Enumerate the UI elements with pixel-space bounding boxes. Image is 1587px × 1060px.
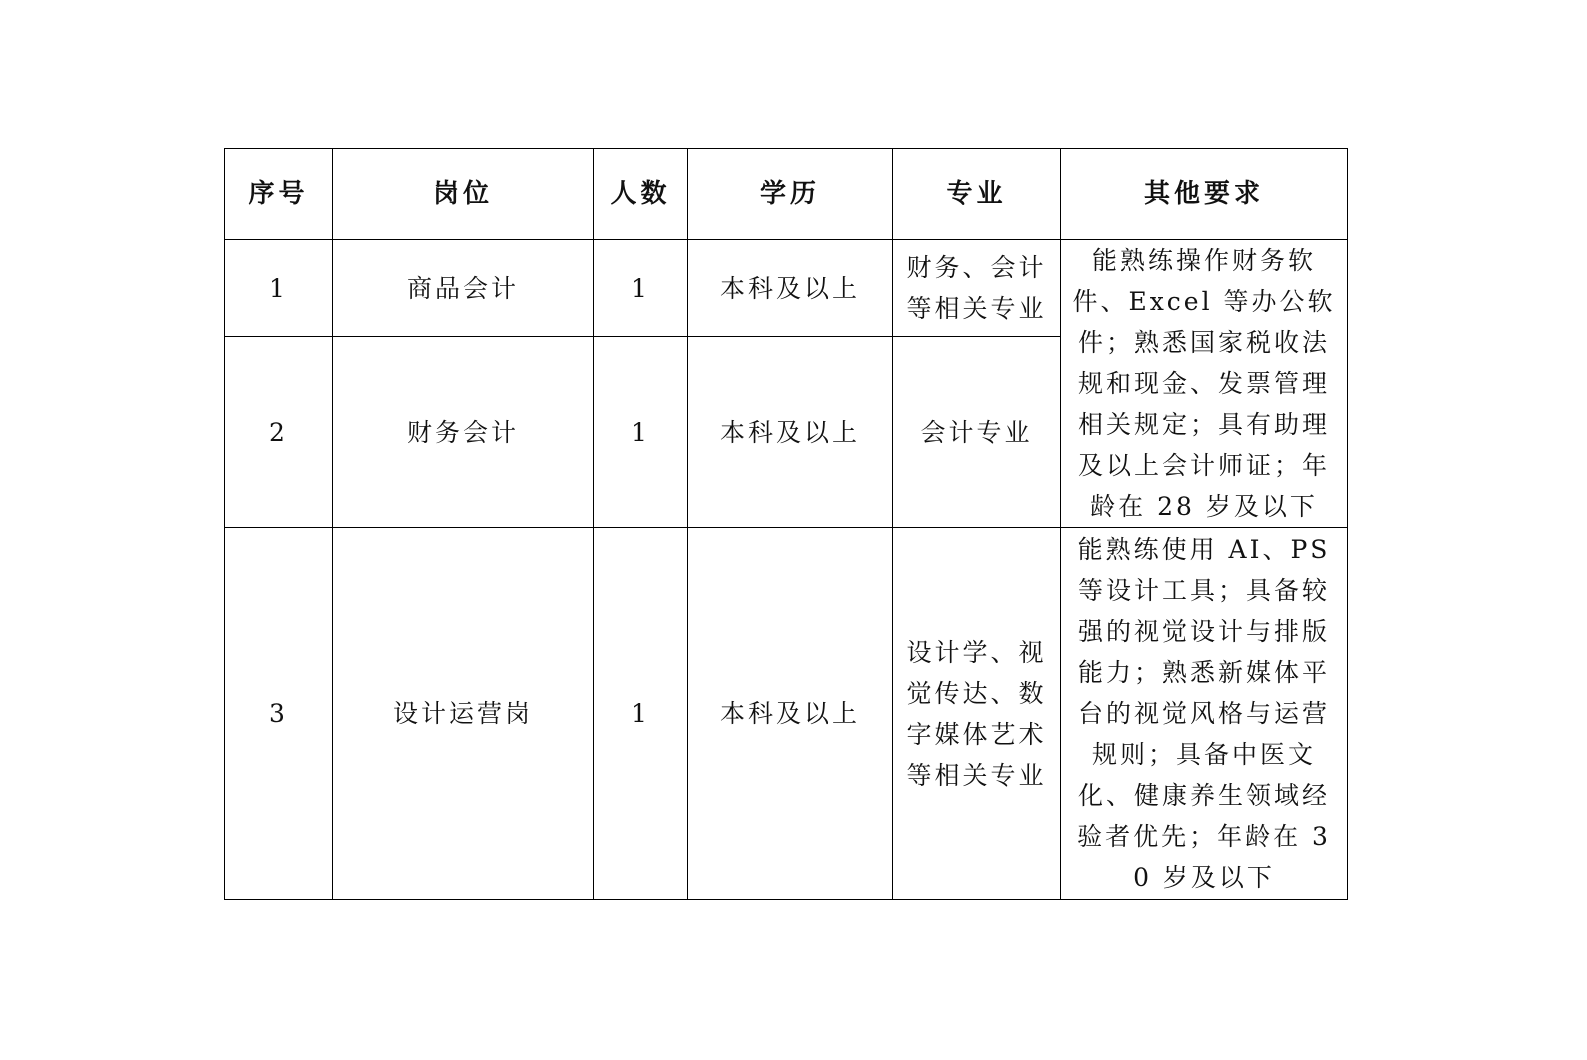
cell-major: 财务、会计等相关专业 [893, 240, 1061, 337]
cell-count: 1 [594, 337, 688, 528]
header-count: 人数 [594, 149, 688, 240]
table-row [225, 240, 1348, 337]
cell-no: 1 [225, 240, 333, 337]
cell-position: 财务会计 [333, 337, 594, 528]
header-education: 学历 [688, 149, 893, 240]
header-requirements: 其他要求 [1061, 149, 1348, 240]
header-no: 序号 [225, 149, 333, 240]
cell-count: 1 [594, 240, 688, 337]
table-header-row [225, 149, 1348, 240]
table-row [225, 528, 1348, 900]
cell-education: 本科及以上 [688, 240, 893, 337]
cell-education: 本科及以上 [688, 337, 893, 528]
cell-education: 本科及以上 [688, 528, 893, 900]
header-position: 岗位 [333, 149, 594, 240]
cell-position: 设计运营岗 [333, 528, 594, 900]
cell-major: 会计专业 [893, 337, 1061, 528]
cell-requirements-shared: 能熟练操作财务软件、Excel 等办公软件；熟悉国家税收法规和现金、发票管理相关规定；具有助理及以上会计师证；年龄在 28 岁及以下 [1061, 240, 1348, 528]
recruitment-table [224, 148, 1348, 900]
cell-no: 2 [225, 337, 333, 528]
cell-position: 商品会计 [333, 240, 594, 337]
cell-count: 1 [594, 528, 688, 900]
cell-major: 设计学、视觉传达、数字媒体艺术等相关专业 [893, 528, 1061, 900]
cell-no: 3 [225, 528, 333, 900]
header-major: 专业 [893, 149, 1061, 240]
cell-requirements: 能熟练使用 AI、PS 等设计工具；具备较强的视觉设计与排版能力；熟悉新媒体平台的视觉风格与运营规则；具备中医文化、健康养生领域经验者优先；年龄在 30 岁及以下 [1061, 528, 1348, 900]
